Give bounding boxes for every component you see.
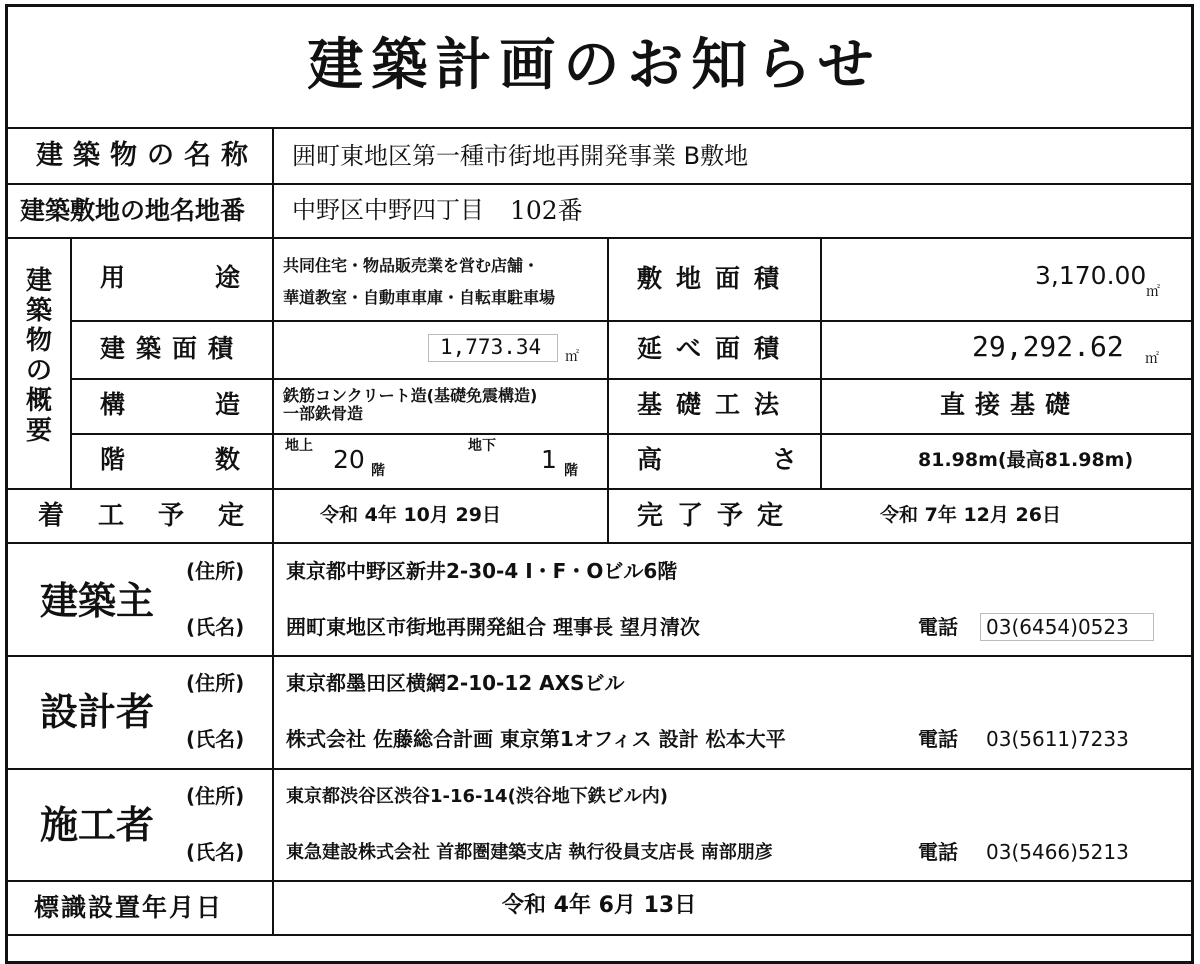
sign-date-value: 令和 4年 6月 13日 xyxy=(502,893,697,918)
total-floor-area-label: 延べ面積 xyxy=(637,334,794,363)
owner-name: 囲町東地区市街地再開発組合 理事長 望月清次 xyxy=(286,615,700,639)
completion-label: 完了予定 xyxy=(637,501,798,531)
owner-address-label: (住所) xyxy=(186,559,245,583)
owner-name-label: (氏名) xyxy=(186,615,245,639)
constructor-phone: 03(5466)5213 xyxy=(986,840,1129,864)
owner-address: 東京都中野区新井2-30-4 I・F・Oビル6階 xyxy=(286,559,678,583)
owner-phone: 03(6454)0523 xyxy=(986,615,1129,639)
constructor-phone-label: 電話 xyxy=(918,840,958,864)
below-ground-label: 地下 xyxy=(468,438,496,454)
completion-value: 令和 7年 12月 26日 xyxy=(880,504,1061,526)
designer-role: 設計者 xyxy=(40,690,155,734)
structure-label-a: 構 xyxy=(100,390,126,419)
divider xyxy=(5,183,1194,185)
site-address-value: 中野区中野四丁目 xyxy=(292,196,484,224)
divider xyxy=(5,934,1194,936)
usage-line2: 華道教室・自動車車庫・自転車駐車場 xyxy=(283,288,556,307)
sign-date-label: 標識設置年月日 xyxy=(34,893,224,922)
site-area-value: 3,170.00 xyxy=(1035,261,1147,290)
height-label-b: さ xyxy=(772,445,798,474)
total-floor-area-value: 29,292.62 xyxy=(972,330,1124,363)
designer-address-label: (住所) xyxy=(186,671,245,695)
building-area-unit: ㎡ xyxy=(565,349,579,365)
divider xyxy=(70,433,1194,435)
divider xyxy=(5,237,1194,239)
start-value: 令和 4年 10月 29日 xyxy=(320,504,501,526)
start-label: 着工予定 xyxy=(38,501,279,531)
structure-line2: 一部鉄骨造 xyxy=(283,404,364,423)
floors-label-a: 階 xyxy=(100,445,126,474)
designer-phone-label: 電話 xyxy=(918,727,958,751)
usage-line1: 共同住宅・物品販売業を営む店舗・ xyxy=(283,256,540,275)
lot-number: 102番 xyxy=(510,196,583,225)
divider xyxy=(5,655,1194,657)
divider xyxy=(5,768,1194,770)
constructor-name: 東急建設株式会社 首都圏建築支店 執行役員支店長 南部朋彦 xyxy=(286,842,773,863)
site-address-label: 建築敷地の地名地番 xyxy=(20,196,246,225)
constructor-address: 東京都渋谷区渋谷1-16-14(渋谷地下鉄ビル内) xyxy=(286,786,669,807)
owner-role: 建築主 xyxy=(40,579,155,623)
overview-side-label: 建築物の概要 xyxy=(25,266,52,446)
usage-label-b: 途 xyxy=(215,263,241,292)
foundation-value: 直接基礎 xyxy=(940,390,1081,419)
total-floor-area-unit: ㎡ xyxy=(1145,351,1159,367)
building-area-value: 1,773.34 xyxy=(440,335,542,359)
building-name-label: 建築物の名称 xyxy=(36,140,258,171)
above-ground-value: 20 xyxy=(333,445,365,474)
divider xyxy=(607,237,609,542)
height-value: 81.98m(最高81.98m) xyxy=(918,449,1134,471)
divider xyxy=(70,320,1194,322)
building-name-value: 囲町東地区第一種市街地再開発事業 B敷地 xyxy=(292,142,749,170)
designer-address: 東京都墨田区横網2-10-12 AXSビル xyxy=(286,671,625,695)
divider xyxy=(820,237,822,488)
divider xyxy=(70,237,72,488)
site-area-unit: ㎡ xyxy=(1146,284,1160,300)
divider xyxy=(5,127,1194,129)
height-label-a: 高 xyxy=(637,445,663,474)
page-title: 建築計画のお知らせ xyxy=(307,33,882,98)
divider xyxy=(5,488,1194,490)
foundation-label: 基礎工法 xyxy=(637,390,794,419)
divider xyxy=(5,542,1194,544)
above-ground-unit: 階 xyxy=(371,463,385,479)
constructor-role: 施工者 xyxy=(40,803,155,847)
building-area-label: 建築面積 xyxy=(100,334,245,363)
designer-phone: 03(5611)7233 xyxy=(986,727,1129,751)
designer-name: 株式会社 佐藤総合計画 東京第1オフィス 設計 松本大平 xyxy=(286,727,786,751)
above-ground-label: 地上 xyxy=(285,438,313,454)
divider xyxy=(5,880,1194,882)
divider xyxy=(70,378,1194,380)
structure-label-b: 造 xyxy=(215,390,241,419)
floors-label-b: 数 xyxy=(215,445,241,474)
owner-phone-label: 電話 xyxy=(918,615,958,639)
below-ground-value: 1 xyxy=(541,445,557,474)
structure-line1: 鉄筋コンクリート造(基礎免震構造) xyxy=(283,386,538,405)
constructor-address-label: (住所) xyxy=(186,784,245,808)
designer-name-label: (氏名) xyxy=(186,727,245,751)
usage-label-a: 用 xyxy=(100,263,126,292)
site-area-label: 敷地面積 xyxy=(637,264,794,293)
constructor-name-label: (氏名) xyxy=(186,840,245,864)
below-ground-unit: 階 xyxy=(564,463,578,479)
